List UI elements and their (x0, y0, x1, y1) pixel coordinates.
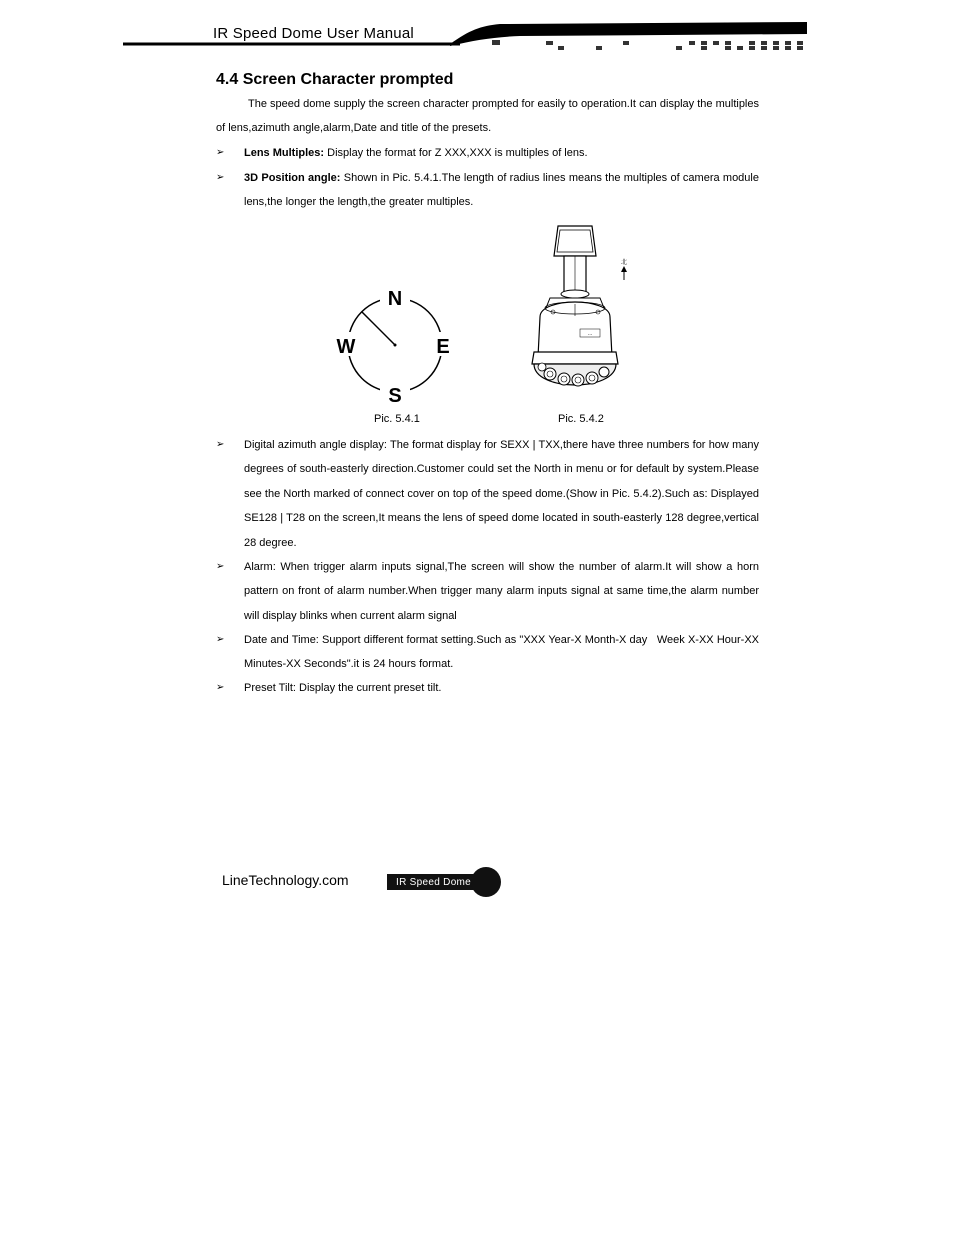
compass-center (394, 344, 397, 347)
compass-figure (330, 282, 460, 407)
bullet-azimuth (216, 433, 759, 555)
speed-dome-figure (520, 222, 635, 407)
bullet-preset-tilt (216, 676, 759, 700)
bullet-text: Display the format for Z XXX,XXX is multiples of lens. (324, 147, 588, 159)
compass-north-label: N (387, 288, 403, 310)
bullet-lens-multiples (216, 141, 759, 165)
bullet-arrow-icon: ➢ (216, 682, 225, 693)
header-decoration (0, 0, 954, 60)
header-title: IR Speed Dome User Manual (213, 25, 414, 42)
bullet-label: Lens Multiples: (244, 147, 325, 159)
compass-east-label: E (436, 336, 450, 358)
footer-badge-label: IR Speed Dome (396, 877, 472, 888)
intro-paragraph: The speed dome supply the screen character prompted for easily to operation.It can display the multiples of lens,azimuth angle,alarm,Date and title of the presets. (216, 98, 759, 135)
bullet-arrow-icon: ➢ (216, 561, 225, 572)
footer-site-link[interactable]: LineTechnology.com (222, 872, 349, 888)
north-arrow-icon (621, 266, 627, 272)
section-heading: 4.4 Screen Character prompted (216, 71, 454, 88)
bullet-label: 3D Position angle: (244, 172, 341, 184)
bullet-3d-position (216, 166, 759, 215)
bullet-text: Date and Time: Support different format setting.Such as "XXX Year-X Month-X day Week X-XX Hour-XX Minutes-XX Seconds".it is 24 hours format. (244, 634, 763, 671)
bullet-alarm (216, 555, 759, 628)
caption-pic-1: Pic. 5.4.1 (374, 413, 420, 425)
bullet-text: Shown in Pic. 5.4.1.The length of radius lines means the multiples of camera module lens,the longer the length,the greater multiples. (244, 172, 759, 209)
bullet-text: Digital azimuth angle display: The format display for SEXX | TXX,there have three numbers for how many degrees of south-easterly direction.Customer could set the North in menu or for default by system.Please see the North marked of connect cover on top of the speed dome.(Show in Pic. 5.4.2).Such as: Displayed SE128 | T28 on the screen,It means the lens of speed dome located in south-easterly 128 degree,vertical 28 degree. (244, 439, 759, 549)
bullet-text: Alarm: When trigger alarm inputs signal,The screen will show the number of alarm.It will show a horn pattern on front of alarm number.When trigger many alarm inputs signal at same time,the alarm number will display blinks when current alarm signal (244, 561, 759, 622)
compass-west-label: W (336, 336, 356, 358)
caption-pic-2: Pic. 5.4.2 (558, 413, 604, 425)
bullet-arrow-icon: ➢ (216, 634, 225, 645)
bullet-date-time (216, 628, 763, 677)
bullet-arrow-icon: ➢ (216, 172, 225, 183)
bullet-arrow-icon: ➢ (216, 439, 225, 450)
compass-radius-line (362, 312, 395, 345)
compass-south-label: S (388, 385, 402, 407)
dome-brand-label: ··· (587, 332, 593, 338)
bullet-text: Preset Tilt: Display the current preset tilt. (244, 682, 442, 694)
north-mark-label: 北 (620, 259, 628, 266)
bullet-arrow-icon: ➢ (216, 147, 225, 158)
